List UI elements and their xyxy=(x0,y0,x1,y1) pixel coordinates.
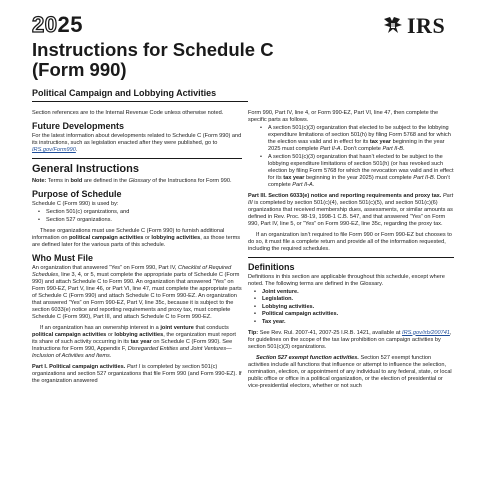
section-divider xyxy=(248,257,454,258)
title-line-1: Instructions for Schedule C xyxy=(32,39,274,60)
who-must-file-text: An organization that answered “Yes” on Form 990, Part IV, Checklist of Required Schedules, line 3, 4, or 5, must complete the appropriate parts of Schedule C (Form 990) and attach Schedule C to Form 990. An organization that answered “Yes” on Form 990-EZ, Part V, line 46, or Part VI, line 47, must complete the appropriate parts of Schedule C (Form 990) and attach Schedule C to Form 990-EZ. An organization that answered “Yes” on Form 990-EZ, Part V, line 35c, because it is subject to the section 6033(e) notice and reporting requirements and proxy tax, must complete Schedule C (Form 990), Part III, and attach Schedule C to Form 990-EZ. xyxy=(32,264,242,320)
who-must-file-heading: Who Must File xyxy=(32,252,93,263)
section-divider xyxy=(32,158,242,159)
future-developments-heading: Future Developments xyxy=(32,121,125,131)
list-item: • Political campaign activities. xyxy=(254,311,339,317)
part-1-text: Part I. Political campaign activities. Part I is completed by section 501(c) organizations and section 527 organizations that file Form 990 (and Form 990-EZ). If the organization answered xyxy=(32,363,242,384)
purpose-list xyxy=(32,209,242,224)
note-text: Note: Terms in bold are defined in the Glossary of the Instructions for Form 990. xyxy=(32,178,232,184)
irs-logo-text: IRS xyxy=(407,13,446,38)
part-3-text: Part III. Section 6033(e) notice and reporting requirements and proxy tax. Part III is completed by section 501(c)(4), section 501(c)(5), and section 501(c)(6) organizations that received membership dues, assessments, or similar amounts as defined in Rev. Proc. 98-19, 1998-1 C.B. 547, and that answered “Yes” on Form 990, Part IV, line 5, or “Yes” on Form 990-EZ, line 35c, regarding the proxy tax. xyxy=(248,192,454,227)
bullet-icon: • xyxy=(254,311,256,317)
page-title xyxy=(32,40,452,80)
list-item: • Tax year. xyxy=(254,318,286,325)
tip-text: Tip: See Rev. Rul. 2007-41, 2007-25 I.R.B. 1421, available at IRS.gov/irb/200741, for guidelines on the scope of the tax law prohibition on campaign activities by section 501(c)(3) organizations. xyxy=(248,329,452,350)
list-item: • A section 501(c)(3) organization that hasn’t elected to be subject to the lobbying expenditure limitations of section 501(h) (or has revoked such election by filing Form 5768 for which the revocation was valid and in effect for its tax year beginning in the year 2025) must complete Part II-B. Don’t complete Part II-A. xyxy=(260,153,454,188)
year-light-digits: 20 xyxy=(32,12,58,37)
list-item: • Section 527 organizations. xyxy=(38,216,112,223)
future-developments-text: For the latest information about developments related to Schedule C (Form 990) and its instructions, such as legislation enacted after they were published, go to IRS.gov/Form990. xyxy=(32,133,242,153)
irs-logo xyxy=(382,14,445,38)
list-item: • Section 501(c) organizations, and xyxy=(38,209,130,215)
list-item: • Lobbying activities. xyxy=(254,303,315,310)
year-bold-digits: 25 xyxy=(57,12,83,37)
subtitle-rule xyxy=(32,101,248,102)
list-item: • A section 501(c)(3) organization that elected to be subject to the lobbying expenditure limitations of section 501(h) by filing Form 5768 and for which the election was valid and in effect for its tax year beginning in the year 2025 must complete Part II-A. Don’t complete Part II-B. xyxy=(260,125,451,152)
form990-link[interactable]: IRS.gov/Form990 xyxy=(32,147,76,153)
tax-year xyxy=(32,14,83,36)
list-item: • Joint venture. xyxy=(254,288,299,295)
bullet-icon: • xyxy=(260,153,262,160)
eagle-icon xyxy=(382,15,404,37)
continued-text: Form 990, Part IV, line 4, or Form 990-EZ, Part VI, line 47, then complete the specific parts as follows. xyxy=(248,110,439,123)
list-item: • Legislation. xyxy=(254,296,294,302)
left-column xyxy=(32,110,242,389)
intro-text: Section references are to the Internal Revenue Code unless otherwise noted. xyxy=(32,110,224,116)
section-527-text: Section 527 exempt function activities. Section 527 exempt function activities include all functions that influence or attempt to influence the selection, nomination, election, or appointment of any individual to any federal, state, or local public office or office in a political organization, or the election of presidential or vice-presidential electors, whether or not such xyxy=(248,354,452,389)
title-line-2: (Form 990) xyxy=(32,59,127,80)
purpose-text-2: These organizations must use Schedule C (Form 990) to furnish additional information on political campaign activities or lobbying activities, as those terms are defined later for the various parts of this schedule. xyxy=(32,227,241,248)
bullet-icon: • xyxy=(254,288,256,295)
bullet-icon: • xyxy=(254,303,256,310)
bullet-icon: • xyxy=(38,216,40,223)
definitions-text: Definitions in this section are applicable throughout this schedule, except where noted. The following terms are defined in the Glossary. xyxy=(248,273,445,287)
bullet-icon: • xyxy=(254,318,256,325)
optional-filing-text: If an organization isn’t required to file Form 990 or Form 990-EZ but chooses to do so, it must file a complete return and provide all of the information requested, including the required schedules. xyxy=(248,231,452,252)
definitions-heading: Definitions xyxy=(248,261,295,272)
part-2-list xyxy=(248,125,454,189)
joint-venture-text: If an organization has an ownership interest in a joint venture that conducts political campaign activities or lobbying activities, the organization must report its share of such activity occurring in its tax year on Schedule C (Form 990). See Instructions for Form 990, Appendix F, Disregarded Entities and Joint Ventures—Inclusion of Activities and Items. xyxy=(32,324,236,359)
definitions-list xyxy=(248,289,454,326)
purpose-heading: Purpose of Schedule xyxy=(32,189,122,199)
bullet-icon: • xyxy=(38,209,40,215)
right-column xyxy=(248,110,454,394)
bullet-icon: • xyxy=(260,125,262,131)
bullet-icon: • xyxy=(254,296,256,302)
revenue-ruling-link[interactable]: IRS.gov/irb/200741 xyxy=(402,329,450,336)
purpose-text: Schedule C (Form 990) is used by: xyxy=(32,201,119,207)
page-subtitle: Political Campaign and Lobbying Activities xyxy=(32,88,217,98)
general-instructions-heading: General Instructions xyxy=(32,163,139,175)
